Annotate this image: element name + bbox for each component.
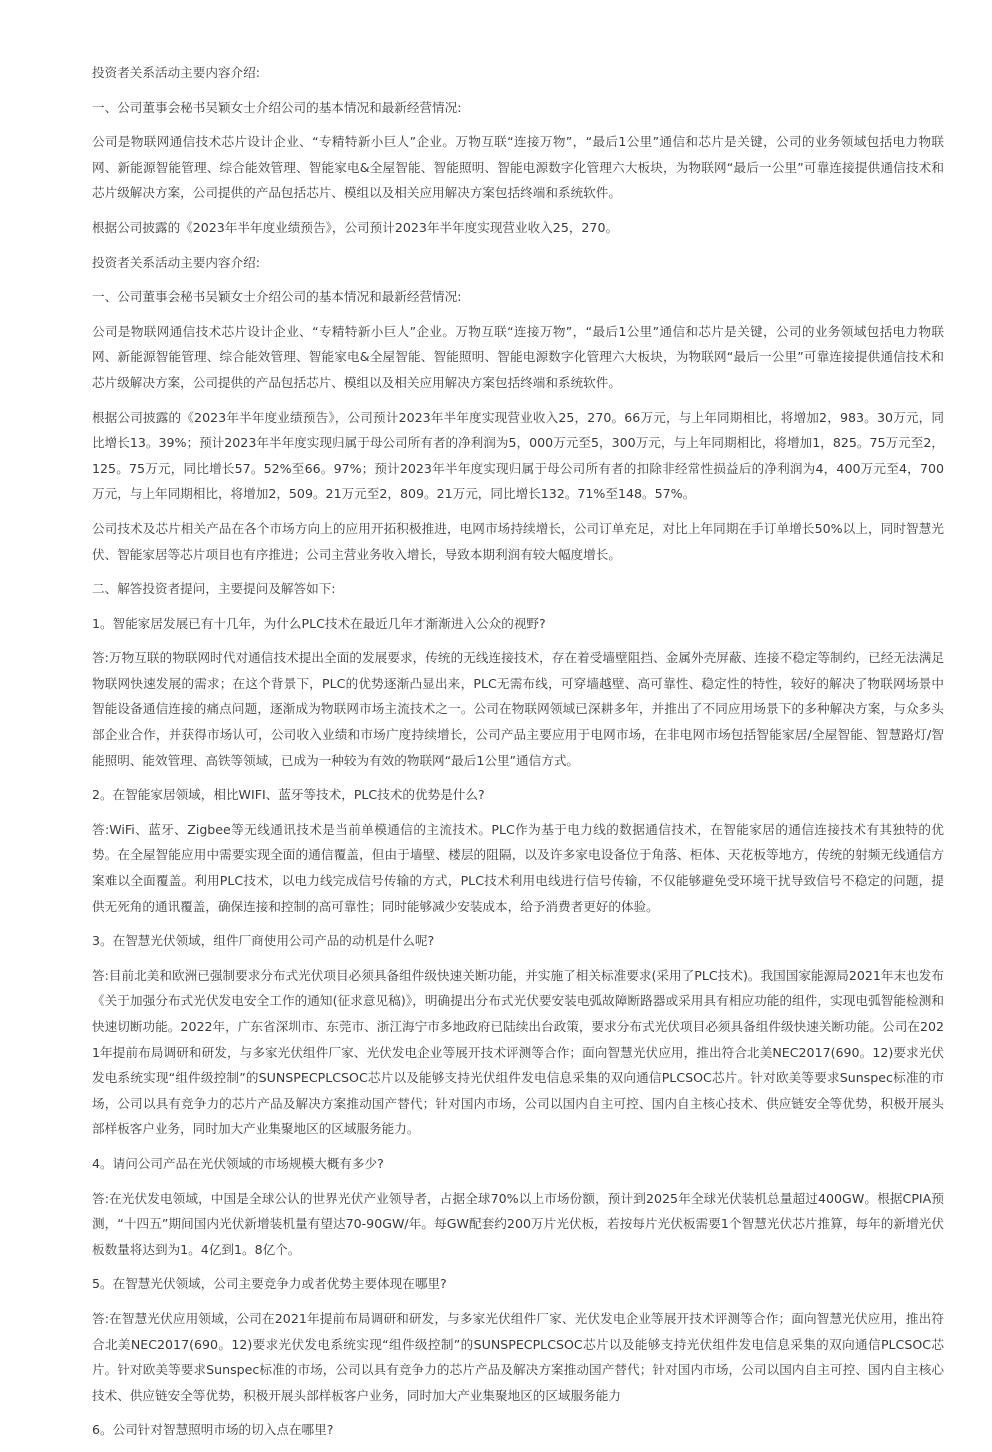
paragraph-section-one-heading-repeat: 一、公司董事会秘书吴颖女士介绍公司的基本情况和最新经营情况: bbox=[92, 289, 462, 305]
question-5: 5。在智慧光伏领域，公司主要竞争力或者优势主要体现在哪里? bbox=[92, 1276, 447, 1292]
answer-3: 答:目前北美和欧洲已强制要求分布式光伏项目必须具备组件级快速关断功能，并实施了相关标准要求(采用了PLC技术)。我国国家能源局2021年末也发布《关于加强分布式光伏发电安全工作的通知(征求意见稿)》，明确提出分布式光伏要安装电弧故障断路器或采用具有相应功能的组件，实现电弧智能检测和快速切断功能。2022年，广东省深圳市、东莞市、浙江海宁市多地政府已陆续出台政策，要求分布式光伏项目必须具备组件级快速关断功能。公司在2021年提前布局调研和研发，与多家光伏组件厂家、光伏发电企业等展开技术评测等合作；面向智慧光伏应用，推出符合北美NEC2017(690。12)要求光伏发电系统实现“组件级控制”的SUNSPECPLCSOC芯片以及能够支持光伏组件发电信息采集的双向通信PLCSOC芯片。针对欧美等要求Sunspec标准的市场，公司以具有竞争力的芯片产品及解决方案推动国产替代；针对国内市场，公司以国内自主可控、国内自主核心技术、供应链安全等优势，积极开展头部样板客户业务，同时加大产业集聚地区的区域服务能力。 bbox=[92, 967, 944, 1137]
question-4: 4。请问公司产品在光伏领域的市场规模大概有多少? bbox=[92, 1155, 384, 1171]
paragraph-intro-heading: 投资者关系活动主要内容介绍: bbox=[92, 65, 260, 80]
document-page bbox=[92, 60, 944, 1452]
paragraph-section-one-heading: 一、公司董事会秘书吴颖女士介绍公司的基本情况和最新经营情况: bbox=[92, 99, 462, 115]
question-3: 3。在智慧光伏领域，组件厂商使用公司产品的动机是什么呢? bbox=[92, 933, 435, 949]
paragraph-performance-brief: 根据公司披露的《2023年半年度业绩预告》，公司预计2023年半年度实现营业收入25，270。 bbox=[92, 219, 619, 235]
paragraph-section-two-heading: 二、解答投资者提问，主要提问及解答如下: bbox=[92, 581, 336, 597]
question-6: 6。公司针对智慧照明市场的切入点在哪里? bbox=[92, 1422, 334, 1438]
paragraph-company-overview-repeat: 公司是物联网通信技术芯片设计企业、“专精特新小巨人”企业。万物互联“连接万物”，“最后1公里”通信和芯片是关键，公司的业务领域包括电力物联网、新能源智能管理、综合能效管理、智能家电&全屋智能、智能照明、智能电源数字化管理六大板块，为物联网“最后一公里”可靠连接提供通信技术和芯片级解决方案，公司提供的产品包括芯片、模组以及相关应用解决方案包括终端和系统软件。 bbox=[92, 323, 944, 390]
paragraph-intro-heading-repeat: 投资者关系活动主要内容介绍: bbox=[92, 254, 260, 270]
answer-2: 答:WiFi、蓝牙、Zigbee等无线通讯技术是当前单模通信的主流技术。PLC作为基于电力线的数据通信技术，在智能家居的通信连接技术有其独特的优势。在全屋智能应用中需要实现全面的通信覆盖，但由于墙壁、楼层的阻隔，以及许多家电设备位于角落、柜体、天花板等地方，传统的射频无线通信方案难以全面覆盖。利用PLC技术，以电力线完成信号传输的方式，PLC技术利用电线进行信号传输，不仅能够避免受环境干扰导致信号不稳定的问题，提供无死角的通讯覆盖，确保连接和控制的高可靠性；同时能够减少安装成本，给予消费者更好的体验。 bbox=[92, 821, 944, 914]
paragraph-growth-reasons: 公司技术及芯片相关产品在各个市场方向上的应用开拓积极推进，电网市场持续增长，公司订单充足，对比上年同期在手订单增长50%以上，同时智慧光伏、智能家居等芯片项目也有序推进；公司主营业务收入增长，导致本期利润有较大幅度增长。 bbox=[92, 520, 944, 562]
question-1: 1。智能家居发展已有十几年，为什么PLC技术在最近几年才渐渐进入公众的视野? bbox=[92, 615, 546, 631]
paragraph-company-overview: 公司是物联网通信技术芯片设计企业、“专精特新小巨人”企业。万物互联“连接万物”，“最后1公里”通信和芯片是关键，公司的业务领域包括电力物联网、新能源智能管理、综合能效管理、智能家电&全屋智能、智能照明、智能电源数字化管理六大板块，为物联网“最后一公里”可靠连接提供通信技术和芯片级解决方案，公司提供的产品包括芯片、模组以及相关应用解决方案包括终端和系统软件。 bbox=[92, 134, 944, 201]
paragraph-performance-forecast: 根据公司披露的《2023年半年度业绩预告》，公司预计2023年半年度实现营业收入25，270。66万元，与上年同期相比，将增加2，983。30万元，同比增长13。39%；预计2023年半年度实现归属于母公司所有者的净利润为5，000万元至5，300万元，与上年同期相比，将增加1，825。75万元至2，125。75万元，同比增长57。52%至66。97%；预计2023年半年度实现归属于母公司所有者的扣除非经常性损益后的净利润为4，400万元至4，700万元，与上年同期相比，将增加2，509。21万元至2，809。21万元，同比增长132。71%至148。57%。 bbox=[92, 409, 944, 502]
answer-1: 答:万物互联的物联网时代对通信技术提出全面的发展要求，传统的无线连接技术，存在着受墙壁阻挡、金属外壳屏蔽、连接不稳定等制约，已经无法满足物联网快速发展的需求；在这个背景下，PLC的优势逐渐凸显出来，PLC无需布线，可穿墙越壁、高可靠性、稳定性的特性，较好的解决了物联网场景中智能设备通信连接的痛点问题，逐渐成为物联网市场主流技术之一。公司在物联网领域已深耕多年，并推出了不同应用场景下的多种解决方案，与众多头部企业合作，并获得市场认可，公司收入业绩和市场广度持续增长，公司产品主要应用于电网市场，在非电网市场包括智能家居/全屋智能、智慧路灯/智能照明、能效管理、高铁等领域，已成为一种较为有效的物联网“最后1公里”通信方式。 bbox=[92, 650, 944, 768]
answer-4: 答:在光伏发电领域，中国是全球公认的世界光伏产业领导者，占据全球70%以上市场份额，预计到2025年全球光伏装机总量超过400GW。根据CPIA预测，“十四五”期间国内光伏新增装机量有望达70-90GW/年。每GW配套约200万片光伏板，若按每片光伏板需要1个智慧光伏芯片推算，每年的新增光伏板数量将达到为1。4亿到1。8亿个。 bbox=[92, 1190, 944, 1257]
answer-5: 答:在智慧光伏应用领域，公司在2021年提前布局调研和研发，与多家光伏组件厂家、光伏发电企业等展开技术评测等合作；面向智慧光伏应用，推出符合北美NEC2017(690。12)要求光伏发电系统实现“组件级控制”的SUNSPECPLCSOC芯片以及能够支持光伏组件发电信息采集的双向通信PLCSOC芯片。针对欧美等要求Sunspec标准的市场，公司以具有竞争力的芯片产品及解决方案推动国产替代；针对国内市场，公司以国内自主可控、国内自主核心技术、供应链安全等优势，积极开展头部样板客户业务，同时加大产业集聚地区的区域服务能力 bbox=[92, 1310, 944, 1403]
question-2: 2。在智能家居领域，相比WIFI、蓝牙等技术，PLC技术的优势是什么? bbox=[92, 787, 485, 803]
